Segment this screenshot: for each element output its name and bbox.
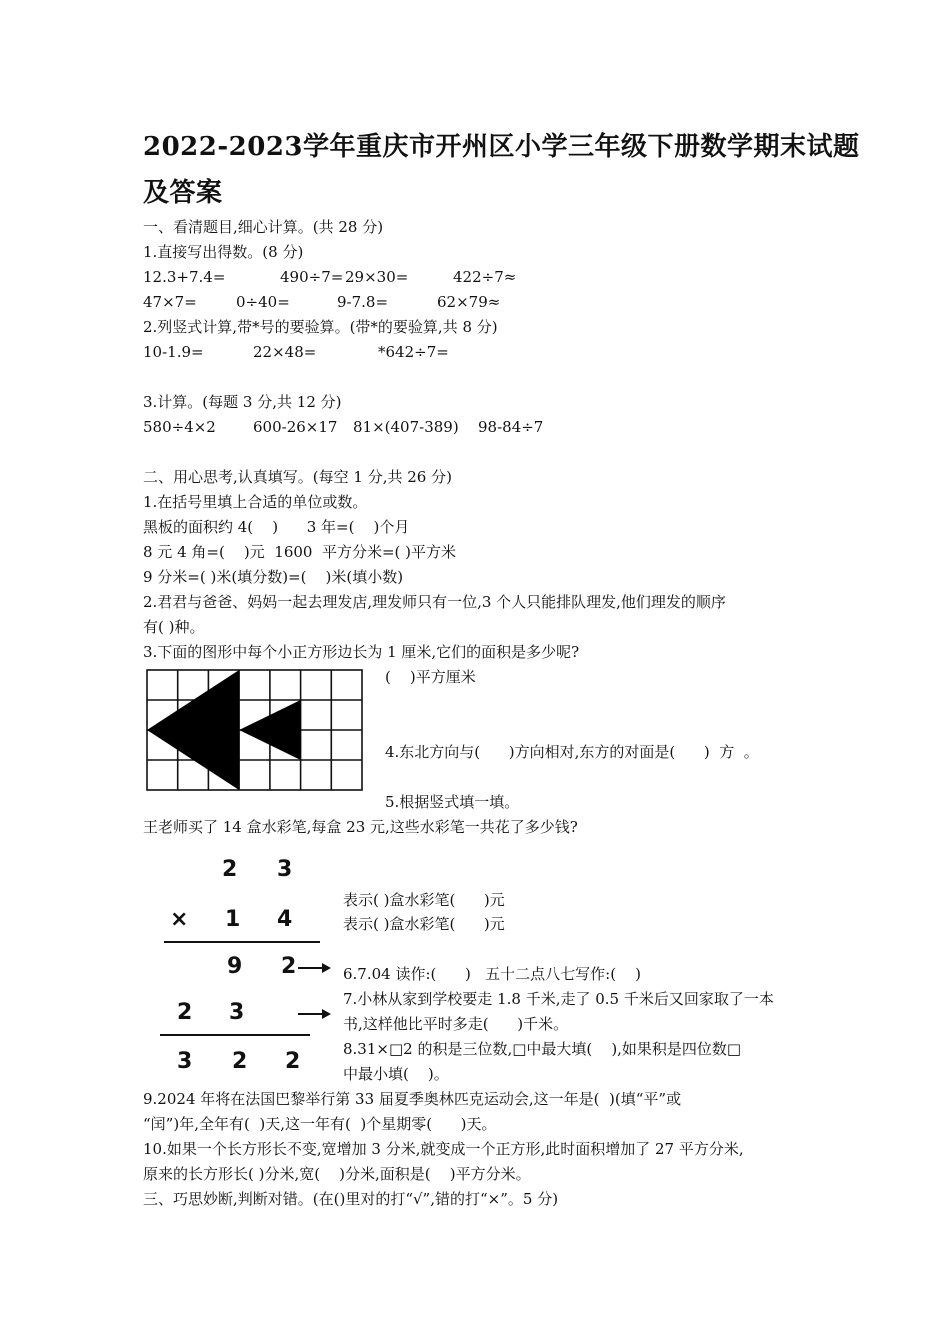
calc-item: 10-1.9=: [143, 343, 204, 361]
question-2-5: 5.根据竖式填一填。: [385, 793, 520, 811]
question-2-2: 2.君君与爸爸、妈妈一起去理发店,理发师只有一位,3 个人只能排队理发,他们理发的顺序: [143, 593, 726, 611]
calc-item: 81×(407-389): [353, 418, 459, 436]
vertical-multiplication: [150, 852, 340, 1087]
question-2-8: 8.31×□2 的积是三位数,□中最大填( ),如果积是四位数□: [343, 1040, 742, 1058]
question-1-3: 3.计算。(每题 3 分,共 12 分): [143, 393, 342, 411]
calc-item: 422÷7≈: [453, 268, 517, 286]
calc-item: 580÷4×2: [143, 418, 216, 436]
question-2-9-cont: “闰”)年,全年有( )天,这一年有( )个星期零( )天。: [143, 1115, 497, 1133]
rule-line: [164, 941, 320, 943]
digit: 2: [232, 1049, 248, 1074]
section-1-heading: 一、看清题目,细心计算。(共 28 分): [143, 218, 384, 236]
question-2-5-a2: 表示( )盒水彩笔( )元: [343, 915, 505, 933]
calc-item: 98-84÷7: [478, 418, 544, 436]
question-2-2-cont: 有( )种。: [143, 618, 205, 636]
question-2-10-cont: 原来的长方形长( )分米,宽( )分米,面积是( )平方分米。: [143, 1165, 531, 1183]
question-2-5-story: 王老师买了 14 盒水彩笔,每盒 23 元,这些水彩笔一共花了多少钱?: [143, 818, 578, 836]
question-2-7: 7.小林从家到学校要走 1.8 千米,走了 0.5 千米后又回家取了一本: [343, 990, 774, 1008]
digit: 3: [177, 1049, 193, 1074]
digit: 4: [277, 907, 293, 932]
section-2-heading: 二、用心思考,认真填写。(每空 1 分,共 26 分): [143, 468, 452, 486]
arrow-right-icon: [298, 1006, 332, 1022]
question-2-1-b: 8 元 4 角=( )元 1600 平方分米=( )平方米: [143, 543, 457, 561]
question-2-10: 10.如果一个长方形长不变,宽增加 3 分米,就变成一个正方形,此时面积增加了 27 平方分米,: [143, 1140, 744, 1158]
multiply-sign: ×: [170, 907, 189, 932]
section-3-heading: 三、巧思妙断,判断对错。(在()里对的打“√”,错的打“×”。5 分): [143, 1190, 559, 1208]
question-2-8-cont: 中最小填( )。: [343, 1065, 449, 1083]
digit: 2: [281, 954, 297, 979]
digit: 9: [227, 954, 243, 979]
arrow-right-icon: [298, 960, 332, 976]
question-2-1-a: 黑板的面积约 4( ) 3 年=( )个月: [143, 518, 410, 536]
calc-item: 62×79≈: [437, 293, 501, 311]
digit: 2: [177, 1000, 193, 1025]
rule-line: [160, 1034, 310, 1036]
question-1-1: 1.直接写出得数。(8 分): [143, 243, 304, 261]
calc-item: 490÷7=: [280, 268, 344, 286]
question-2-1: 1.在括号里填上合适的单位或数。: [143, 493, 368, 511]
grid-triangles-figure: [145, 668, 365, 792]
question-2-4: 4.东北方向与( )方向相对,东方的对面是( ) 方 。: [385, 743, 759, 761]
question-2-9: 9.2024 年将在法国巴黎举行第 33 届夏季奥林匹克运动会,这一年是( )(填“平”或: [143, 1090, 682, 1108]
question-1-2: 2.列竖式计算,带*号的要验算。(带*的要验算,共 8 分): [143, 318, 498, 336]
large-triangle: [147, 670, 239, 790]
calc-item: 22×48=: [253, 343, 317, 361]
calc-item: 29×30=: [345, 268, 409, 286]
calc-item: 12.3+7.4=: [143, 268, 226, 286]
digit: 1: [225, 907, 241, 932]
question-2-6: 6.7.04 读作:( ) 五十二点八七写作:( ): [343, 965, 641, 983]
digit: 2: [222, 857, 238, 882]
calc-item: 9-7.8=: [337, 293, 389, 311]
calc-item: 0÷40=: [236, 293, 290, 311]
question-2-5-a1: 表示( )盒水彩笔( )元: [343, 891, 505, 909]
calc-item: *642÷7=: [378, 343, 449, 361]
digit: 3: [229, 1000, 245, 1025]
question-2-3: 3.下面的图形中每个小正方形边长为 1 厘米,它们的面积是多少呢?: [143, 643, 580, 661]
page-title-continued: 及答案: [143, 178, 223, 208]
calc-item: 47×7=: [143, 293, 197, 311]
page-title: 2022-2023学年重庆市开州区小学三年级下册数学期末试题: [143, 132, 860, 162]
question-2-1-c: 9 分米=( )米(填分数)=( )米(填小数): [143, 568, 404, 586]
digit: 2: [285, 1049, 301, 1074]
question-2-7-cont: 书,这样他比平时多走( )千米。: [343, 1015, 569, 1033]
digit: 3: [277, 857, 293, 882]
calc-item: 600-26×17: [253, 418, 338, 436]
question-2-3-answer: ( )平方厘米: [385, 668, 476, 686]
